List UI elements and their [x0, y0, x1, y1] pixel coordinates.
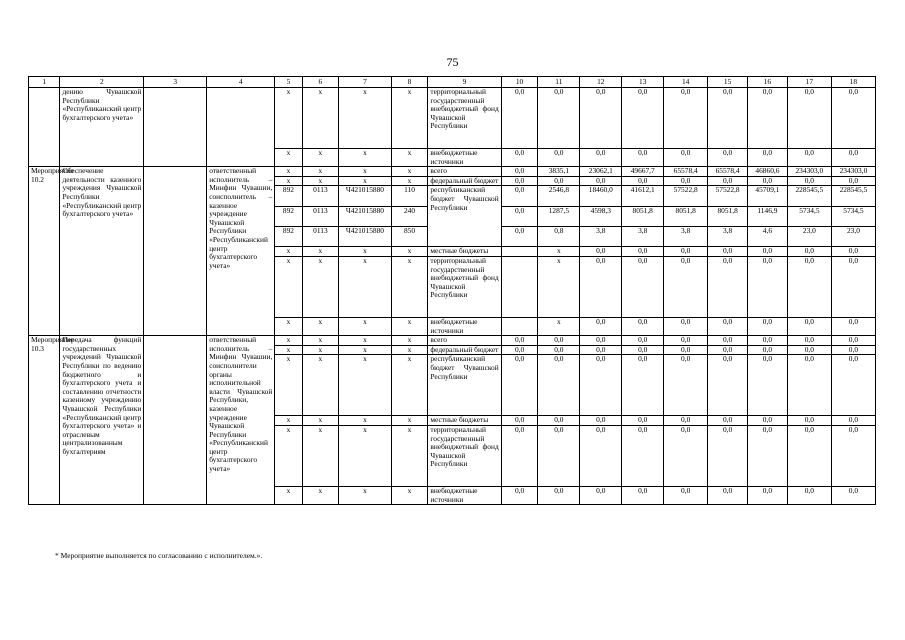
value-cell: 0,0 — [580, 416, 622, 426]
value-cell: 0,0 — [580, 355, 622, 416]
value-cell: 41612,1 — [622, 186, 664, 206]
value-cell: 0,0 — [664, 317, 708, 335]
value-cell: 0,0 — [748, 416, 788, 426]
value-cell: 0,0 — [622, 486, 664, 504]
code-cell: x — [339, 317, 391, 335]
code-cell: x — [391, 355, 428, 416]
value-cell: 0,0 — [622, 88, 664, 149]
value-cell: 0,0 — [664, 425, 708, 486]
header-cell: 3 — [144, 77, 207, 88]
value-cell: 0,0 — [664, 345, 708, 355]
value-cell: 0,0 — [664, 486, 708, 504]
value-cell: 0,0 — [708, 247, 748, 257]
value-cell: 0,0 — [580, 88, 622, 149]
value-cell: 0,0 — [501, 227, 538, 247]
value-cell: 0,0 — [580, 345, 622, 355]
value-cell: 0,0 — [501, 149, 538, 167]
value-cell: 0,0 — [708, 256, 748, 317]
value-cell: 0,0 — [708, 425, 748, 486]
value-cell: 0,0 — [501, 486, 538, 504]
code-cell: x — [391, 345, 428, 355]
status-cell — [144, 88, 207, 167]
value-cell: 0,0 — [580, 317, 622, 335]
code-cell: x — [275, 88, 302, 149]
value-cell: 0,0 — [622, 149, 664, 167]
value-cell: 3,8 — [622, 227, 664, 247]
funding-source-cell: местные бюджеты — [428, 416, 501, 426]
header-cell: 14 — [664, 77, 708, 88]
header-cell: 13 — [622, 77, 664, 88]
value-cell: 1146,9 — [748, 206, 788, 226]
header-cell: 17 — [787, 77, 831, 88]
value-cell: 0,0 — [622, 336, 664, 346]
row-label-cell — [29, 88, 60, 167]
code-cell: x — [302, 486, 339, 504]
value-cell: 0,0 — [501, 345, 538, 355]
header-cell: 15 — [708, 77, 748, 88]
funding-source-cell: территориальный государственный внебюджетный фонд Чувашской Республики — [428, 425, 501, 486]
value-cell: 0,0 — [748, 486, 788, 504]
executor-cell — [207, 88, 275, 167]
status-cell — [144, 167, 207, 336]
value-cell: 0,0 — [831, 88, 875, 149]
header-cell: 12 — [580, 77, 622, 88]
value-cell: 0,0 — [538, 486, 580, 504]
value-cell — [501, 317, 538, 335]
header-cell: 11 — [538, 77, 580, 88]
code-cell: Ч421015880 — [339, 206, 391, 226]
code-cell: x — [391, 247, 428, 257]
budget-table — [28, 76, 876, 505]
code-cell: x — [302, 425, 339, 486]
value-cell: 234303,0 — [787, 167, 831, 177]
funding-source-cell: территориальный государственный внебюджетный фонд Чувашской Республики — [428, 88, 501, 149]
value-cell: 49667,7 — [622, 167, 664, 177]
value-cell: 0,0 — [622, 345, 664, 355]
value-cell: 0,0 — [538, 149, 580, 167]
code-cell: x — [391, 336, 428, 346]
header-cell: 1 — [29, 77, 60, 88]
funding-source-cell: всего — [428, 167, 501, 177]
table-body — [29, 77, 876, 505]
value-cell: 0,0 — [831, 355, 875, 416]
value-cell: 0,0 — [748, 336, 788, 346]
value-cell: 0,0 — [831, 345, 875, 355]
value-cell: 0,0 — [622, 256, 664, 317]
value-cell: 0,0 — [664, 176, 708, 186]
value-cell: 0,0 — [664, 416, 708, 426]
code-cell: x — [391, 317, 428, 335]
funding-source-cell: внебюджетные источники — [428, 149, 501, 167]
code-cell: x — [275, 336, 302, 346]
code-cell: x — [339, 176, 391, 186]
code-cell: x — [275, 416, 302, 426]
value-cell: 0,0 — [501, 416, 538, 426]
code-cell: x — [391, 149, 428, 167]
value-cell: 0,0 — [831, 256, 875, 317]
code-cell: x — [391, 486, 428, 504]
code-cell: x — [339, 416, 391, 426]
value-cell: 0,0 — [580, 247, 622, 257]
value-cell: 0,0 — [831, 425, 875, 486]
value-cell: 4,6 — [748, 227, 788, 247]
code-cell: 892 — [275, 206, 302, 226]
value-cell: 0,0 — [748, 176, 788, 186]
header-cell: 10 — [501, 77, 538, 88]
value-cell: 0,8 — [538, 227, 580, 247]
value-cell: 0,0 — [580, 149, 622, 167]
value-cell: 0,0 — [622, 425, 664, 486]
value-cell: 46860,6 — [748, 167, 788, 177]
code-cell: x — [302, 416, 339, 426]
code-cell: x — [302, 355, 339, 416]
header-row — [29, 77, 876, 88]
value-cell: 0,0 — [664, 355, 708, 416]
value-cell: 23062,1 — [580, 167, 622, 177]
code-cell: x — [339, 88, 391, 149]
value-cell: 228545,5 — [787, 186, 831, 206]
code-cell: x — [302, 336, 339, 346]
value-cell: 0,0 — [787, 88, 831, 149]
header-cell: 5 — [275, 77, 302, 88]
value-cell: 0,0 — [538, 88, 580, 149]
value-cell: 0,0 — [748, 355, 788, 416]
funding-source-cell: республиканский бюджет Чувашской Республики — [428, 186, 501, 247]
code-cell: x — [275, 317, 302, 335]
value-cell: 4598,3 — [580, 206, 622, 226]
value-cell: 234303,0 — [831, 167, 875, 177]
header-cell: 4 — [207, 77, 275, 88]
value-cell: 0,0 — [787, 425, 831, 486]
value-cell: 0,0 — [708, 88, 748, 149]
funding-source-cell: федеральный бюджет — [428, 176, 501, 186]
value-cell: 0,0 — [831, 149, 875, 167]
code-cell: x — [391, 88, 428, 149]
code-cell: x — [339, 149, 391, 167]
value-cell: 0,0 — [664, 247, 708, 257]
table-row — [29, 167, 876, 177]
value-cell: 2546,8 — [538, 186, 580, 206]
code-cell: x — [302, 88, 339, 149]
page-number: 75 — [446, 55, 459, 69]
value-cell: 3,8 — [664, 227, 708, 247]
value-cell: 0,0 — [501, 167, 538, 177]
code-cell: x — [391, 176, 428, 186]
value-cell: 0,0 — [622, 317, 664, 335]
value-cell: 0,0 — [708, 486, 748, 504]
value-cell: x — [538, 256, 580, 317]
value-cell: 0,0 — [831, 486, 875, 504]
value-cell: 0,0 — [501, 425, 538, 486]
value-cell: 0,0 — [580, 336, 622, 346]
code-cell: 0113 — [302, 206, 339, 226]
measure-number-cell: Мероприятие 10.3 — [29, 336, 60, 505]
value-cell: 0,0 — [538, 176, 580, 186]
value-cell: 0,0 — [501, 186, 538, 206]
value-cell: 0,0 — [831, 336, 875, 346]
table-row — [29, 88, 876, 149]
code-cell: x — [339, 425, 391, 486]
value-cell: 0,0 — [708, 416, 748, 426]
code-cell: x — [339, 256, 391, 317]
value-cell: 0,0 — [748, 247, 788, 257]
value-cell: 0,0 — [748, 425, 788, 486]
value-cell: 0,0 — [831, 317, 875, 335]
value-cell: 0,0 — [664, 149, 708, 167]
value-cell: 0,0 — [708, 149, 748, 167]
measure-name-cell: Передача функций государственных учреждений Чувашской Республики по ведению бюджетного и бухгалтерского учета и составлению отчетности казенному учреждению Чувашской Республики «Республиканский центр бухгалтерского учета» и отраслевым централизованным бухгалтериям — [60, 336, 144, 505]
measure-number-cell: Мероприятие 10.2 — [29, 167, 60, 336]
value-cell: 0,0 — [538, 345, 580, 355]
value-cell: 57522,8 — [708, 186, 748, 206]
value-cell: 8051,8 — [622, 206, 664, 226]
funding-source-cell: внебюджетные источники — [428, 317, 501, 335]
code-cell: x — [302, 345, 339, 355]
code-cell: x — [339, 247, 391, 257]
value-cell: 0,0 — [708, 336, 748, 346]
code-cell: x — [275, 355, 302, 416]
value-cell: 0,0 — [787, 355, 831, 416]
value-cell: 5734,5 — [831, 206, 875, 226]
code-cell: x — [339, 345, 391, 355]
value-cell: x — [538, 317, 580, 335]
code-cell: x — [302, 317, 339, 335]
value-cell: 0,0 — [831, 176, 875, 186]
funding-source-cell: местные бюджеты — [428, 247, 501, 257]
code-cell: x — [275, 247, 302, 257]
value-cell: 0,0 — [787, 176, 831, 186]
code-cell: Ч421015880 — [339, 227, 391, 247]
value-cell: 0,0 — [501, 176, 538, 186]
header-cell: 8 — [391, 77, 428, 88]
value-cell: 0,0 — [622, 355, 664, 416]
value-cell: 45709,1 — [748, 186, 788, 206]
measure-name-cell: дению Чувашской Республики «Республиканский центр бухгалтерского учета» — [60, 88, 144, 167]
value-cell: 65578,4 — [664, 167, 708, 177]
value-cell: 0,0 — [664, 88, 708, 149]
code-cell: x — [302, 247, 339, 257]
value-cell: 23,0 — [787, 227, 831, 247]
value-cell: 0,0 — [787, 416, 831, 426]
value-cell: x — [538, 247, 580, 257]
value-cell: 18460,0 — [580, 186, 622, 206]
value-cell: 0,0 — [708, 176, 748, 186]
value-cell: 0,0 — [748, 149, 788, 167]
code-cell: x — [302, 176, 339, 186]
value-cell: 0,0 — [787, 317, 831, 335]
value-cell: 0,0 — [748, 317, 788, 335]
executor-cell: ответственный исполнитель – Минфин Чувашии, соисполнитель – казенное учреждение Чувашской Республики «Республиканский центр бухгалтерского учета» — [207, 167, 275, 336]
code-cell: x — [339, 355, 391, 416]
value-cell: 228545,5 — [831, 186, 875, 206]
table-row — [29, 336, 876, 346]
value-cell — [501, 247, 538, 257]
code-cell: x — [275, 486, 302, 504]
code-cell: x — [275, 167, 302, 177]
funding-source-cell: всего — [428, 336, 501, 346]
header-cell: 7 — [339, 77, 391, 88]
code-cell: x — [339, 486, 391, 504]
value-cell: 0,0 — [538, 416, 580, 426]
code-cell: x — [302, 149, 339, 167]
value-cell: 0,0 — [831, 416, 875, 426]
code-cell: Ч421015880 — [339, 186, 391, 206]
value-cell: 0,0 — [787, 486, 831, 504]
value-cell: 0,0 — [580, 176, 622, 186]
header-cell: 6 — [302, 77, 339, 88]
value-cell: 0,0 — [831, 247, 875, 257]
header-cell: 18 — [831, 77, 875, 88]
code-cell: x — [302, 256, 339, 317]
code-cell: x — [275, 256, 302, 317]
value-cell: 0,0 — [664, 336, 708, 346]
value-cell: 0,0 — [748, 345, 788, 355]
value-cell: 0,0 — [580, 486, 622, 504]
value-cell: 5734,5 — [787, 206, 831, 226]
executor-cell: ответственный исполнитель – Минфин Чувашии, соисполнители органы исполнительной власти Чувашской Республики, казенное учреждение Чувашской Республики «Республиканский центр бухгалтерского учета» — [207, 336, 275, 505]
value-cell: 0,0 — [748, 88, 788, 149]
value-cell: 0,0 — [787, 256, 831, 317]
value-cell: 3,8 — [708, 227, 748, 247]
value-cell: 0,0 — [622, 416, 664, 426]
code-cell: x — [339, 336, 391, 346]
header-cell: 9 — [428, 77, 501, 88]
code-cell: 892 — [275, 227, 302, 247]
value-cell: 0,0 — [538, 355, 580, 416]
value-cell: 0,0 — [664, 256, 708, 317]
value-cell: 0,0 — [708, 345, 748, 355]
value-cell: 65578,4 — [708, 167, 748, 177]
code-cell: x — [275, 176, 302, 186]
value-cell: 0,0 — [787, 149, 831, 167]
value-cell: 0,0 — [538, 336, 580, 346]
code-cell: x — [302, 167, 339, 177]
value-cell: 0,0 — [501, 355, 538, 416]
value-cell: 0,0 — [787, 336, 831, 346]
value-cell: 0,0 — [622, 247, 664, 257]
code-cell: x — [339, 167, 391, 177]
value-cell: 0,0 — [501, 336, 538, 346]
value-cell: 0,0 — [501, 88, 538, 149]
value-cell: 1287,5 — [538, 206, 580, 226]
value-cell: 8051,8 — [664, 206, 708, 226]
value-cell: 57522,8 — [664, 186, 708, 206]
value-cell: 0,0 — [708, 317, 748, 335]
value-cell: 3,8 — [580, 227, 622, 247]
code-cell: 240 — [391, 206, 428, 226]
value-cell: 0,0 — [580, 425, 622, 486]
status-cell — [144, 336, 207, 505]
code-cell: x — [275, 425, 302, 486]
value-cell: 0,0 — [787, 345, 831, 355]
value-cell: 0,0 — [501, 206, 538, 226]
code-cell: 892 — [275, 186, 302, 206]
code-cell: x — [391, 416, 428, 426]
code-cell: x — [391, 256, 428, 317]
code-cell: 850 — [391, 227, 428, 247]
code-cell: x — [391, 167, 428, 177]
funding-source-cell: федеральный бюджет — [428, 345, 501, 355]
funding-source-cell: территориальный государственный внебюджетный фонд Чувашской Республики — [428, 256, 501, 317]
value-cell: 3835,1 — [538, 167, 580, 177]
header-cell: 16 — [748, 77, 788, 88]
value-cell: 0,0 — [622, 176, 664, 186]
code-cell: x — [391, 425, 428, 486]
code-cell: 0113 — [302, 186, 339, 206]
value-cell: 0,0 — [538, 425, 580, 486]
value-cell: 0,0 — [708, 355, 748, 416]
value-cell: 8051,8 — [708, 206, 748, 226]
header-cell: 2 — [60, 77, 144, 88]
value-cell: 0,0 — [580, 256, 622, 317]
code-cell: 110 — [391, 186, 428, 206]
funding-source-cell: внебюджетные источники — [428, 486, 501, 504]
code-cell: 0113 — [302, 227, 339, 247]
value-cell — [501, 256, 538, 317]
footnote: * Мероприятие выполняется по согласованию с исполнителем.». — [55, 551, 263, 560]
value-cell: 23,0 — [831, 227, 875, 247]
measure-name-cell: Обеспечение деятельности казенного учреждения Чувашской Республики «Республиканский центр бухгалтерского учета» — [60, 167, 144, 336]
funding-source-cell: республиканский бюджет Чувашской Республики — [428, 355, 501, 416]
value-cell: 0,0 — [787, 247, 831, 257]
code-cell: x — [275, 149, 302, 167]
code-cell: x — [275, 345, 302, 355]
value-cell: 0,0 — [748, 256, 788, 317]
